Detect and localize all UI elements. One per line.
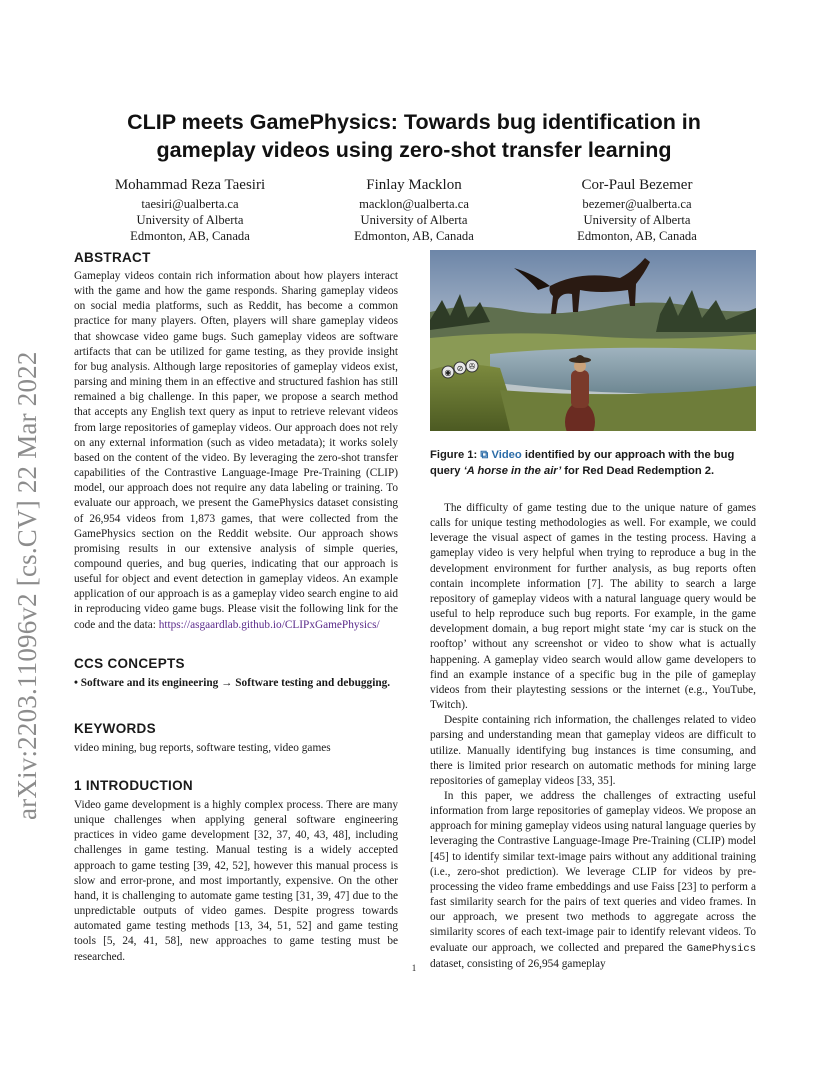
author-location: Edmonton, AB, Canada (577, 229, 697, 243)
title-line-2: gameplay videos using zero-shot transfer learning (156, 138, 672, 162)
title-line-1: CLIP meets GamePhysics: Towards bug identification in (127, 110, 701, 134)
right-paragraph-1: The difficulty of game testing due to the unique nature of games calls for unique testing methodologies as well. For example, we could leverage the visual aspect of games in the testing process. Having a gameplay video is very helpful when trying to reproduce a bug in the development environment for further analysis, as bug reports often contain incomplete information [7]. The ability to search a large repository of gameplay videos with a natural language query would be useful to help reproduce such bug reports. For example, in the game development domain, a bug report might state ‘my car is stuck on the rooftop’ without any screenshot or video to show what is actually happening. A gameplay video search would allow game developers to find an example instance of a specific bug in the pile of gameplay videos from their playtesting sessions or the internet (e.g., YouTube, Twitch). (430, 502, 756, 712)
right-paragraph-2: Despite containing rich information, the challenges related to video parsing and understanding mean that gameplay videos are difficult to utilize. Manually identifying bug instances is time consuming, and there is limited prior research on automatic methods for mining large repositories of gameplay videos [33, 35]. (430, 714, 756, 787)
keywords-text: video mining, bug reports, software testing, video games (74, 742, 331, 754)
right-paragraph-3 (430, 789, 756, 972)
abstract-text: Gameplay videos contain rich information about how players interact with the game and how the game responds. Sharing gameplay videos on social media platforms, such as Reddit, has become a common practice for many players. Often, players will share gameplay videos that showcase video game bugs. Such gameplay videos are software artifacts that can be utilized for game testing, as they provide insight for bug analysis. Although large repositories of gameplay videos exist, parsing and mining them in an effective and structured fashion has still remained a big challenge. In this paper, we propose a search method that accepts any English text query as input to retrieve relevant videos from large repositories of gameplay videos. Our approach does not rely on any external information (such as video metadata); it works solely based on the content of the video. By leveraging the zero-shot transfer capabilities of the Contrastive Language-Image Pre-Training (CLIP) model, our approach does not require any data labeling or training. To evaluate our approach, we present the GamePhysics dataset consisting of 26,954 videos from 1,873 games, that were collected from the GamePhysics section on the Reddit website. Our approach shows promising results in our extensive analysis of simple queries, compound queries, and bug queries, indicating that our approach is useful for object and event detection in gameplay videos. An example application of our approach is as a gameplay video search engine to aid in reproducing video game bugs. Please visit the following link for the code and the data: (74, 270, 398, 631)
author-location: Edmonton, AB, Canada (354, 229, 474, 243)
author-block (75, 175, 305, 244)
figure-gameplay-screenshot (430, 250, 756, 431)
video-link[interactable]: Video (491, 449, 522, 461)
author-email: bezemer@ualberta.ca (582, 197, 692, 211)
author-affiliation: University of Alberta (360, 213, 468, 227)
caption-prefix: Figure 1: (430, 449, 481, 461)
caption-query: ‘A horse in the air’ (463, 465, 562, 477)
caption-mid: identified by our approach with the bug query (430, 449, 735, 477)
author-affiliation: University of Alberta (583, 213, 691, 227)
paper-title (100, 108, 728, 164)
external-link-icon[interactable]: ⧉ (480, 449, 492, 461)
intro-heading: 1 INTRODUCTION (74, 778, 193, 793)
gameplay-scene (430, 250, 756, 431)
ccs-text: • Software and its engineering → Software testing and debugging. (74, 677, 391, 689)
code-data-link[interactable]: https://asgaardlab.github.io/CLIPxGamePhysics/ (158, 618, 380, 631)
author-block (299, 175, 529, 244)
hud-icon-2: ⊘ (456, 364, 464, 373)
author-name: Finlay Macklon (366, 177, 462, 193)
ccs-heading: CCS CONCEPTS (74, 656, 185, 671)
author-affiliation: University of Alberta (136, 213, 244, 227)
author-email: taesiri@ualberta.ca (141, 197, 239, 211)
page-number: 1 (411, 963, 417, 973)
author-email: macklon@ualberta.ca (359, 197, 469, 211)
abstract-body (74, 269, 398, 633)
figure-caption (430, 447, 756, 479)
caption-suffix: for Red Dead Redemption 2. (561, 465, 715, 477)
author-location: Edmonton, AB, Canada (130, 229, 250, 243)
intro-paragraph: Video game development is a highly complex process. There are many unique challenges when applying general software engineering practices in video game development [32, 37, 40, 43, 48], including challenges in game testing. Manual testing is a widely accepted approach to game testing [39, 42, 52], however this manual process is slow and error-prone, and most importantly, expensive. On the other hand, it is challenging to automate game testing [31, 39, 47] due to the unpredictable outputs of video games. Despite progress towards automated game testing methods [13, 34, 51, 52] and game testing tools [5, 24, 41, 58], new approaches to game testing must be researched. (74, 799, 398, 963)
keywords-heading: KEYWORDS (74, 721, 156, 736)
hud-icon-1: ◉ (444, 368, 452, 377)
arxiv-stamp: arXiv:2203.11096v2 [cs.CV] 22 Mar 2022 (12, 351, 42, 820)
hud-icon-3: ✇ (468, 362, 476, 371)
right-paragraph-3-text: In this paper, we address the challenges of extracting useful information from large repositories of gameplay videos. We propose an approach for mining gameplay videos using natural language queries by leveraging the Contrastive Language-Image Pre-Training (CLIP) model [45] to identify similar text-image pairs without any additional training (i.e., zero-shot prediction). We leverage CLIP for videos by pre-processing the video frame embeddings and use Faiss [23] to perform a fast similarity search for the pairs of text queries and video frames. In our approach, we present two methods to aggregate across the similarity scores of each text-image pair to identify relevant videos. To evaluate our approach, we collected and prepared the (430, 789, 756, 954)
right-column-body (430, 501, 756, 972)
abstract-heading: ABSTRACT (74, 250, 151, 265)
right-paragraph-3-end: dataset, consisting of 26,954 gameplay (430, 957, 606, 970)
author-block (522, 175, 752, 244)
author-name: Cor-Paul Bezemer (581, 177, 693, 193)
author-name: Mohammad Reza Taesiri (114, 177, 266, 193)
dataset-name: GamePhysics (686, 942, 756, 955)
